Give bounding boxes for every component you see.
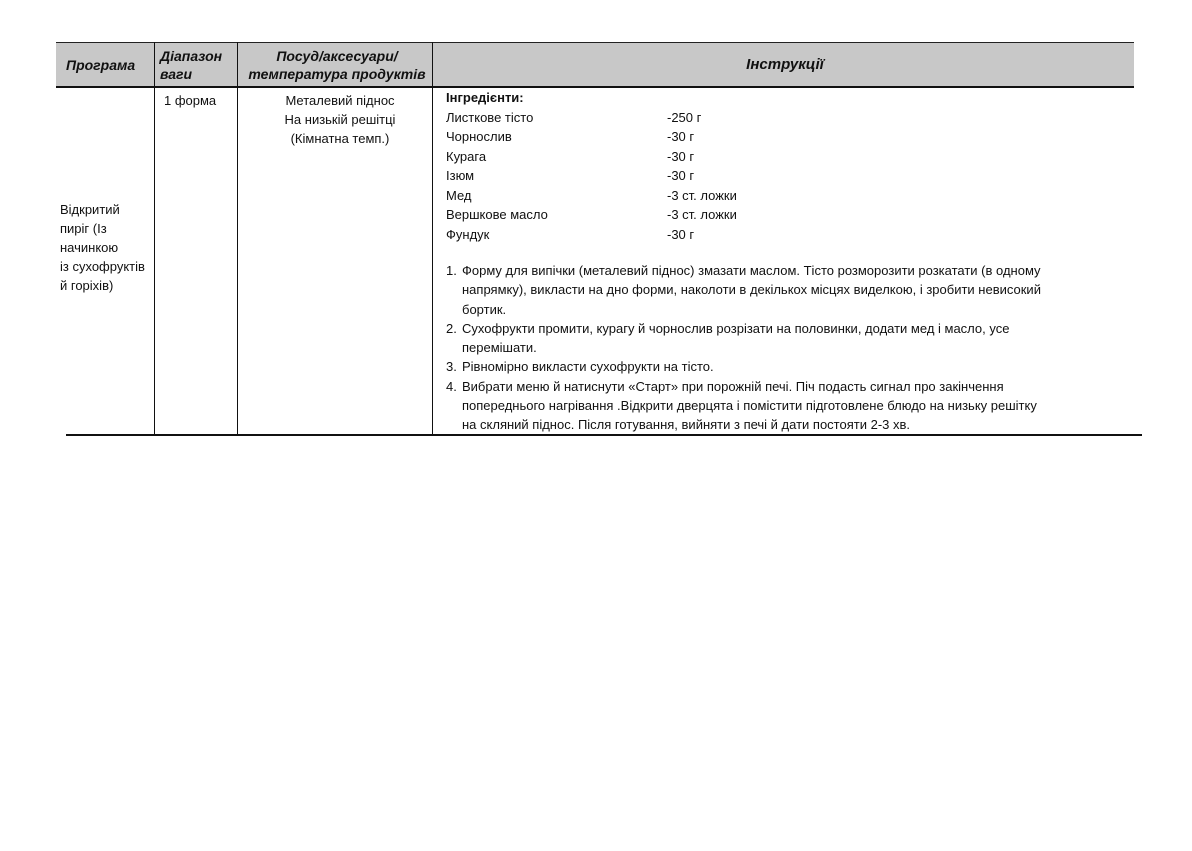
ingredient-qty: -30 г	[667, 168, 695, 183]
step-text	[462, 261, 1136, 319]
ingredient-row	[446, 147, 1136, 167]
ingredient-row	[446, 205, 1136, 225]
header-cookware-line2: температура продуктів	[248, 65, 426, 82]
cookware-line: (Кімнатна темп.)	[290, 131, 390, 146]
step-item	[446, 377, 1136, 435]
ingredient-name: Ізюм	[446, 168, 475, 183]
table-bottom-rule	[66, 434, 1142, 436]
step-number: 4.	[446, 378, 457, 394]
ingredient-name: Мед	[446, 187, 472, 203]
step-line: Форму для випічки (металевий піднос) змазати маслом. Тісто розморозити розкатати (в одному	[462, 263, 1041, 278]
header-cookware-line1: Посуд/аксесуари/	[276, 47, 398, 64]
step-number: 3.	[446, 359, 457, 375]
header-instructions: Інструкції	[746, 55, 824, 73]
step-line: Сухофрукти промити, курагу й чорнослив розрізати на половинки, додати мед і масло, усе	[462, 320, 1010, 336]
ingredient-qty: -250 г	[667, 109, 702, 125]
table-header	[56, 42, 1134, 88]
ingredient-qty: -30 г	[667, 148, 695, 164]
cookware-line: Металевий піднос	[285, 93, 395, 108]
header-weight-line1: Діапазон	[160, 47, 223, 64]
ingredient-row	[446, 108, 1136, 128]
steps-list	[446, 261, 1136, 435]
cookware	[246, 91, 434, 148]
program-name	[60, 200, 156, 295]
header-cookware	[242, 43, 432, 86]
ingredient-qty: -3 ст. ложки	[667, 187, 737, 203]
step-item	[446, 261, 1136, 319]
step-line: напрямку), викласти на дно форми, наколоти в декількох місцях виделкою, і зробити невисокий	[462, 282, 1041, 298]
program-line: начинкою	[60, 240, 119, 255]
step-item	[446, 357, 1136, 376]
program-line: й горіхів)	[60, 278, 114, 293]
ingredients-title: Інгредієнти:	[446, 90, 524, 105]
step-item	[446, 319, 1136, 358]
program-line: пиріг (Із	[60, 221, 107, 236]
step-line: Рівномірно викласти сухофрукти на тісто.	[462, 359, 714, 375]
step-text	[462, 357, 1136, 376]
ingredient-name: Курага	[446, 148, 487, 164]
ingredient-qty: -3 ст. ложки	[667, 207, 737, 222]
step-number: 1.	[446, 263, 457, 278]
ingredient-name: Фундук	[446, 226, 490, 242]
instructions	[446, 88, 1136, 435]
step-text	[462, 319, 1136, 358]
step-line: на скляний піднос. Після готування, вийняти з печі й дати постояти 2-3 хв.	[462, 417, 911, 433]
ingredient-row	[446, 127, 1136, 147]
ingredient-qty: -30 г	[667, 129, 695, 144]
ingredients-list	[446, 108, 1136, 245]
cookware-line: На низькій решітці	[284, 112, 396, 127]
step-line: перемішати.	[462, 340, 537, 356]
program-line: Відкритий	[60, 202, 120, 217]
ingredient-name: Листкове тісто	[446, 109, 534, 125]
ingredient-row	[446, 186, 1136, 206]
header-weight-line2: ваги	[160, 65, 193, 82]
step-line: Вибрати меню й натиснути «Старт» при порожній печі. Піч подасть сигнал про закінчення	[462, 378, 1004, 394]
ingredient-name: Вершкове масло	[446, 207, 548, 222]
ingredient-qty: -30 г	[667, 226, 695, 242]
weight-range: 1 форма	[164, 93, 217, 108]
header-program: Програма	[66, 56, 136, 73]
step-line: бортик.	[462, 301, 507, 317]
program-line: із сухофруктів	[60, 259, 145, 274]
ingredient-name: Чорнослив	[446, 129, 512, 144]
step-text	[462, 377, 1136, 435]
ingredient-row	[446, 166, 1136, 186]
ingredient-row	[446, 225, 1136, 245]
step-number: 2.	[446, 320, 457, 336]
header-weight-range	[160, 43, 240, 86]
step-line: попереднього нагрівання .Відкрити дверцята і помістити підготовлене блюдо на низьку решітку	[462, 398, 1037, 414]
